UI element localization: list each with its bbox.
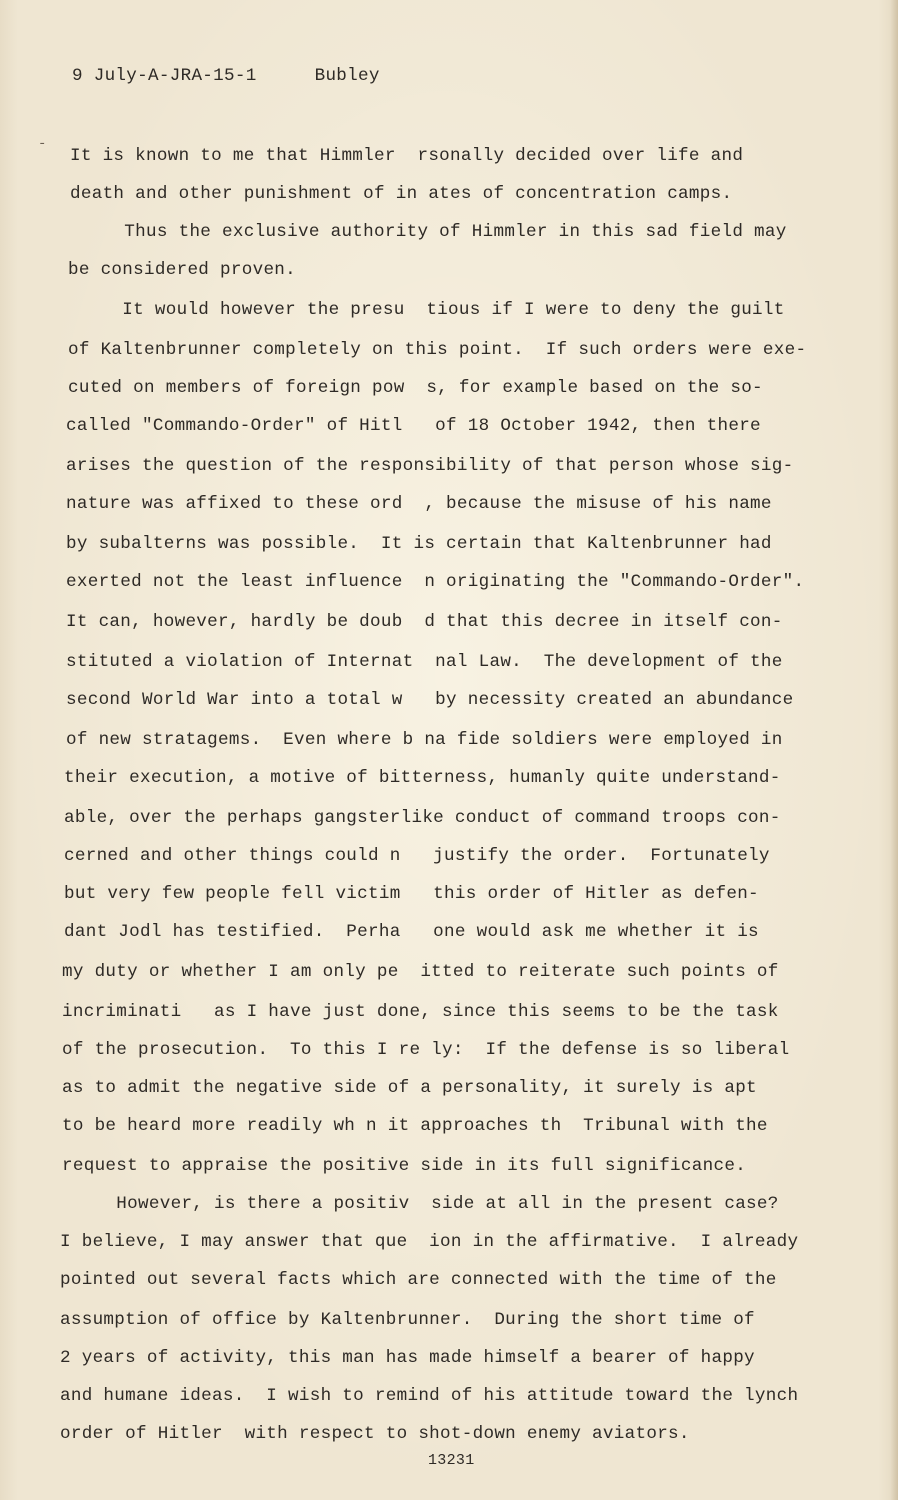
page-header: [72, 66, 380, 86]
body-line: their execution, a motive of bitterness, humanly quite understand-: [64, 768, 781, 788]
body-line: It is known to me that Himmler rsonally decided over life and: [70, 146, 744, 166]
body-line: Thus the exclusive authority of Himmler in this sad field may: [70, 222, 787, 242]
document-reference: 9 July-A-JRA-15-1: [72, 66, 257, 86]
body-line: be considered proven.: [68, 260, 297, 280]
body-line: by subalterns was possible. It is certain that Kaltenbrunner had: [66, 534, 772, 554]
body-line: cerned and other things could n justify the order. Fortunately: [64, 846, 770, 866]
body-line: 2 years of activity, this man has made himself a bearer of happy: [60, 1348, 755, 1368]
body-line: It would however the presu tious if I were to deny the guilt: [68, 300, 785, 320]
body-line: to be heard more readily wh n it approaches th Tribunal with the: [62, 1116, 768, 1136]
margin-mark: -: [38, 136, 47, 152]
body-line: I believe, I may answer that que ion in the affirmative. I already: [60, 1232, 799, 1252]
page-number: 13231: [428, 1452, 475, 1469]
body-line: request to appraise the positive side in its full significance.: [62, 1156, 747, 1176]
body-line: incriminati as I have just done, since this seems to be the task: [62, 1002, 779, 1022]
body-line: death and other punishment of in ates of concentration camps.: [70, 184, 733, 204]
body-line: assumption of office by Kaltenbrunner. During the short time of: [60, 1310, 755, 1330]
body-line: exerted not the least influence n originating the "Commando-Order".: [66, 572, 805, 592]
body-line: called "Commando-Order" of Hitl of 18 October 1942, then there: [66, 416, 761, 436]
body-line: However, is there a positiv side at all in the present case?: [62, 1194, 779, 1214]
body-line: dant Jodl has testified. Perha one would ask me whether it is: [64, 922, 759, 942]
body-line: but very few people fell victim this order of Hitler as defen-: [64, 884, 759, 904]
body-line: order of Hitler with respect to shot-down enemy aviators.: [60, 1424, 690, 1444]
body-line: second World War into a total w by necessity created an abundance: [66, 690, 794, 710]
body-line: of Kaltenbrunner completely on this point. If such orders were exe-: [68, 340, 807, 360]
body-line: my duty or whether I am only pe itted to reiterate such points of: [62, 962, 779, 982]
body-line: cuted on members of foreign pow s, for example based on the so-: [68, 378, 763, 398]
body-line: nature was affixed to these ord , because the misuse of his name: [66, 494, 772, 514]
body-line: of new stratagems. Even where b na fide soldiers were employed in: [66, 730, 783, 750]
body-line: and humane ideas. I wish to remind of his attitude toward the lynch: [60, 1386, 799, 1406]
body-line: pointed out several facts which are connected with the time of the: [60, 1270, 777, 1290]
body-line: arises the question of the responsibility of that person whose sig-: [66, 456, 794, 476]
body-line: It can, however, hardly be doub d that this decree in itself con-: [66, 612, 783, 632]
body-line: as to admit the negative side of a personality, it surely is apt: [62, 1078, 757, 1098]
body-line: of the prosecution. To this I re ly: If the defense is so liberal: [62, 1040, 790, 1060]
body-line: stituted a violation of Internat nal Law. The development of the: [66, 652, 783, 672]
document-author: Bubley: [314, 66, 380, 86]
page-edge-shadow: [890, 0, 898, 1500]
body-line: able, over the perhaps gangsterlike conduct of command troops con-: [64, 808, 781, 828]
